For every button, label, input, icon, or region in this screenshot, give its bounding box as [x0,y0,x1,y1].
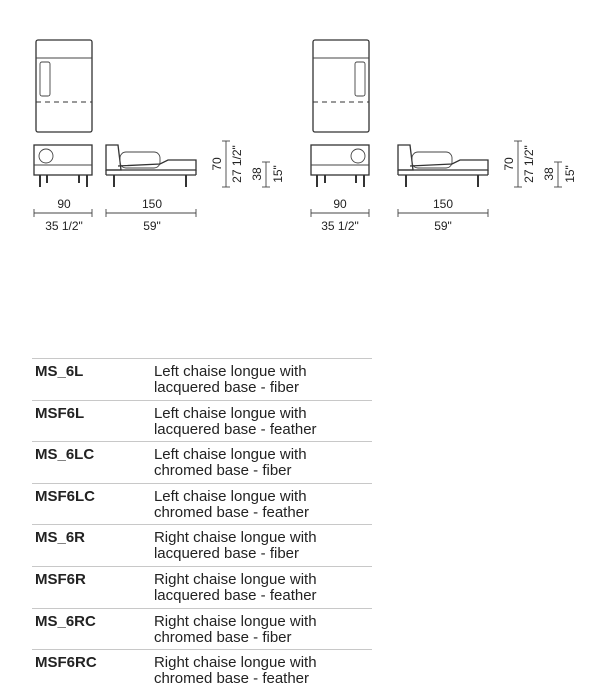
description-line: lacquered base - feather [153,420,317,438]
left-horizontal-dimensions [34,197,196,233]
description-line: Right chaise longue with [153,570,317,588]
description-line: chromed base - feather [153,670,310,688]
product-code: MSF6RC [35,654,97,672]
right-width-cm: 90 [333,197,347,211]
table-row [32,524,372,566]
product-table [32,358,372,691]
description-line: Left chaise longue with [153,363,307,380]
left-width-cm: 90 [57,197,71,211]
right-horizontal-dimensions [311,197,488,233]
product-description [154,406,372,442]
description-line: Right chaise longue with [153,654,317,672]
product-description [154,530,372,566]
description-line: Right chaise longue with [153,612,317,630]
product-code: MS_6R [35,529,86,547]
description-line: chromed base - feather [153,503,310,521]
left-front-view [34,145,92,187]
table-row [32,483,372,525]
product-description [154,572,372,608]
left-side-view [106,145,196,187]
product-description [154,655,372,691]
table-row [32,358,372,400]
left-height-cm: 70 [210,157,224,171]
description-line: Left chaise longue with [153,487,307,505]
product-description [154,614,372,650]
technical-drawing [0,0,600,250]
product-code: MS_6RC [35,612,96,630]
product-description [154,489,372,525]
right-length-in: 59" [434,219,452,233]
description-line: lacquered base - feather [153,586,317,604]
right-front-view [311,145,369,187]
right-length-cm: 150 [432,197,454,211]
table-row [32,608,372,650]
left-length-cm: 150 [141,197,163,211]
right-width-in: 35 1/2" [321,219,359,233]
product-code: MSF6R [35,570,86,588]
table-row [32,566,372,608]
description-line: lacquered base - fiber [153,379,300,396]
description-line: Left chaise longue with [153,404,307,422]
product-description [154,447,372,483]
right-seat-cm: 38 [542,167,556,181]
right-height-in: 27 1/2" [522,145,536,183]
table-row [32,400,372,442]
product-code: MSF6LC [35,487,95,505]
product-code: MSF6L [35,404,85,422]
left-top-view [36,40,92,132]
product-code: MS_6LC [35,446,95,464]
description-line: chromed base - fiber [153,462,292,480]
table-row [32,441,372,483]
left-vertical-dimensions [210,141,285,187]
left-variant-drawing [34,40,285,233]
right-variant-drawing [311,40,577,233]
description-line: lacquered base - fiber [153,545,300,563]
description-line: chromed base - fiber [153,628,292,646]
left-seat-in: 15" [271,165,285,183]
right-top-view [313,40,369,132]
right-side-view [398,145,488,187]
right-height-cm: 70 [502,157,516,171]
table-row [32,649,372,691]
right-seat-in: 15" [563,165,577,183]
left-length-in: 59" [143,219,161,233]
description-line: Left chaise longue with [153,446,307,464]
product-code: MS_6L [35,363,84,380]
right-vertical-dimensions [502,141,577,187]
description-line: Right chaise longue with [153,529,317,547]
left-width-in: 35 1/2" [45,219,83,233]
left-seat-cm: 38 [250,167,264,181]
left-height-in: 27 1/2" [230,145,244,183]
product-description [154,364,372,400]
